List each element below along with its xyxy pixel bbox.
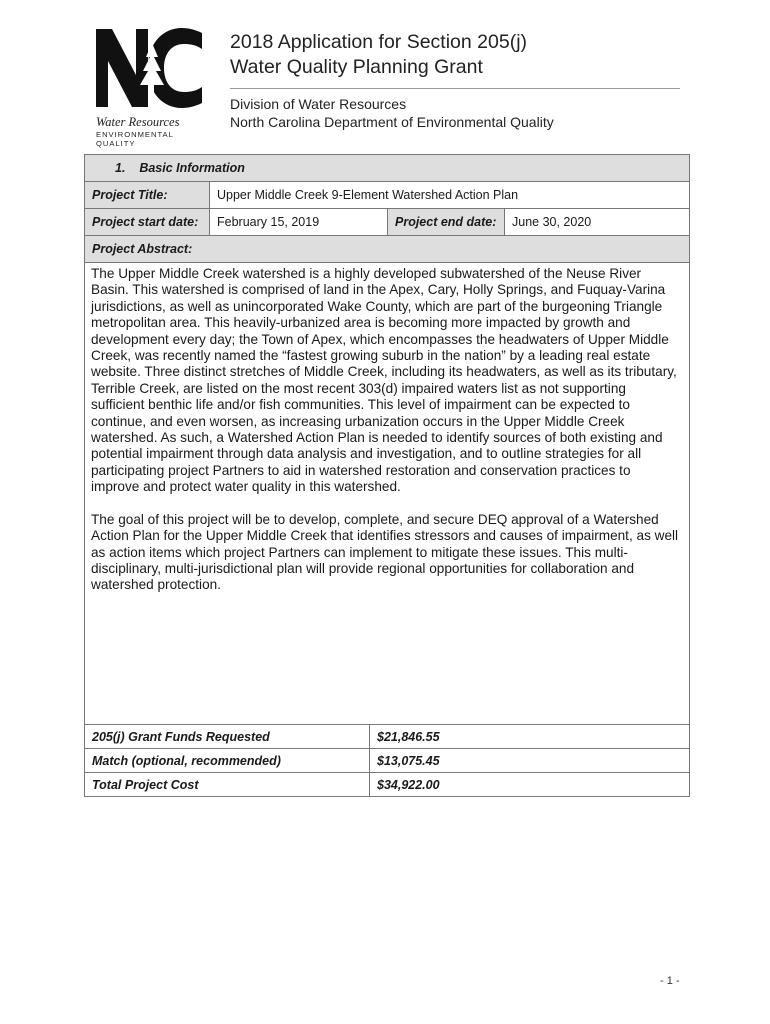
funds-label: 205(j) Grant Funds Requested	[92, 729, 270, 744]
funds-label: Match (optional, recommended)	[92, 753, 281, 768]
project-abstract[interactable]	[84, 263, 690, 725]
department-name: North Carolina Department of Environmental Quality	[230, 114, 554, 130]
project-title-value[interactable]: Upper Middle Creek 9-Element Watershed Action Plan	[209, 182, 689, 208]
project-end-label: Project end date:	[387, 209, 504, 235]
funds-value[interactable]: $21,846.55	[369, 725, 689, 748]
project-title-row	[84, 182, 690, 209]
section-heading-row	[84, 154, 690, 182]
abstract-paragraph-2: The goal of this project will be to develop, complete, and secure DEQ approval of a Watershed Action Plan for the Upper Middle Creek that identifies stressors and causes of impairment, as well as action items which project Partners can implement to mitigate these issues. This multi-disciplinary, multi-jurisdictional plan will provide regional opportunities for collaboration and watershed protection.	[91, 511, 679, 593]
title-divider	[230, 88, 680, 89]
project-dates-row	[84, 209, 690, 236]
title-line-2: Water Quality Planning Grant	[230, 56, 483, 78]
application-form	[84, 154, 690, 797]
division-block	[230, 95, 554, 131]
funds-value[interactable]: $13,075.45	[369, 749, 689, 772]
funds-value[interactable]: $34,922.00	[369, 773, 689, 796]
section-heading: 1. Basic Information	[115, 161, 245, 175]
funds-label: Total Project Cost	[92, 777, 199, 792]
division-name: Division of Water Resources	[230, 96, 407, 112]
project-title-label: Project Title:	[85, 182, 209, 208]
nc-logo	[92, 25, 210, 111]
logo-environmental-quality: ENVIRONMENTAL QUALITY	[96, 130, 174, 148]
document-title	[230, 30, 527, 80]
page-number: - 1 -	[660, 975, 680, 987]
abstract-paragraph-1: The Upper Middle Creek watershed is a highly developed subwatershed of the Neuse River Basin. This watershed is comprised of land in the Apex, Cary, Holly Springs, and Fuquay-Varina jurisdictions, as well as unincorporated Wake County, which are part of the burgeoning Triangle metropolitan area. This heavily-urbanized area is becoming more impacted by growth and development every day; the Town of Apex, which encompasses the headwaters of Upper Middle Creek, was recently named the “fastest growing suburb in the nation” by a leading real estate website. Three distinct stretches of Middle Creek, including its headwaters, as well as its tributary, Terrible Creek, are listed on the most recent 303(d) impaired waters list as not supporting sufficient benthic life and/or fish communities. This level of impairment can be expected to continue, and even worsen, as increasing urbanization occurs in the Upper Middle Creek watershed. As such, a Watershed Action Plan is needed to identify sources of both existing and potential impairment through data analysis and investigation, and to outline strategies for all participating project Partners to aid in watershed restoration and conservation practices to improve and protect water quality in this watershed.	[91, 266, 677, 495]
abstract-label: Project Abstract:	[92, 242, 193, 256]
project-start-label: Project start date:	[85, 209, 209, 235]
nc-logo-mark	[92, 25, 210, 111]
funds-row	[84, 725, 690, 749]
funds-row	[84, 749, 690, 773]
funds-table	[84, 725, 690, 797]
logo-water-resources: Water Resources	[96, 115, 180, 129]
project-end-value[interactable]: June 30, 2020	[504, 209, 689, 235]
funds-row	[84, 773, 690, 797]
title-line-1: 2018 Application for Section 205(j)	[230, 31, 528, 53]
project-start-value[interactable]: February 15, 2019	[209, 209, 387, 235]
abstract-label-row	[84, 236, 690, 263]
